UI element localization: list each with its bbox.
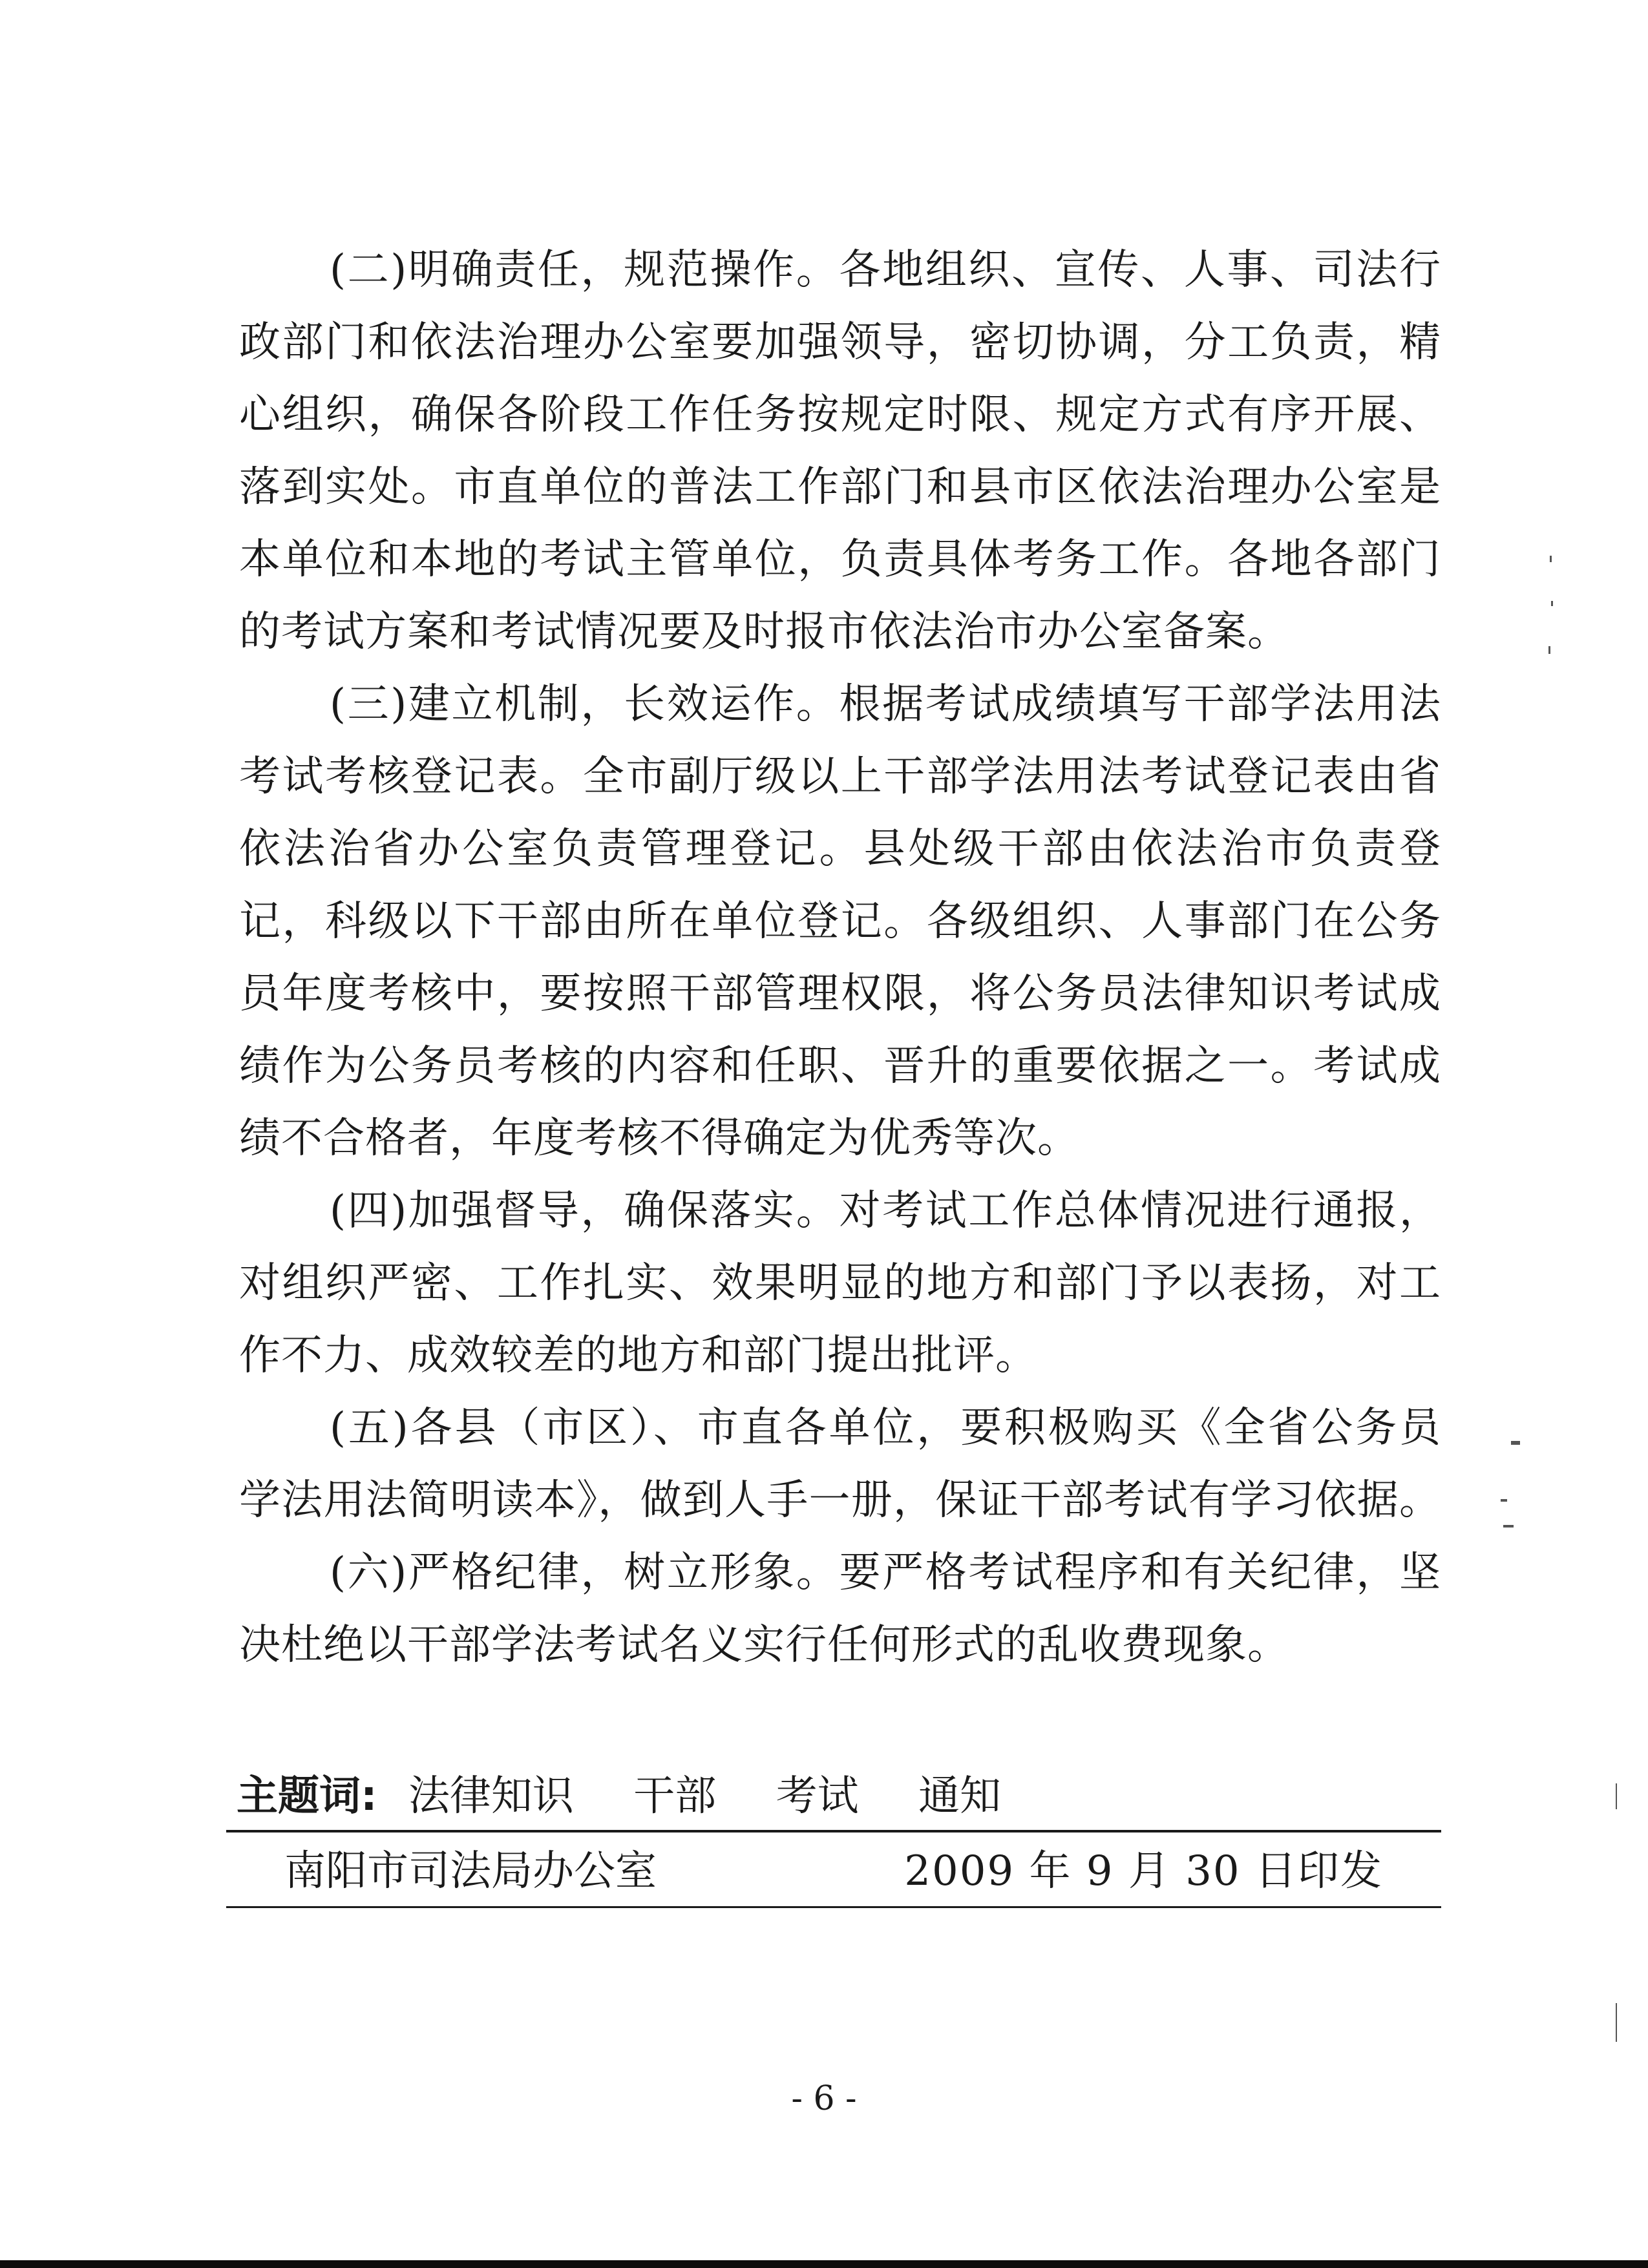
paragraph-2-line-3: 心组织，确保各阶段工作任务按规定时限、规定方式有序开展、 <box>239 391 1441 439</box>
paragraph-6-line-2: 决杜绝以干部学法考试名义实行任何形式的乱收费现象。 <box>239 1621 1289 1669</box>
body-text <box>239 234 1441 1681</box>
keyword-item: 通知 <box>918 1772 1001 1820</box>
paragraph-5-line-1: (五)各县（市区）、市直各单位，要积极购买《全省公务员 <box>330 1404 1441 1452</box>
paragraph-4-line-1: (四)加强督导，确保落实。对考试工作总体情况进行通报， <box>330 1187 1441 1235</box>
keyword-item: 干部 <box>633 1772 717 1820</box>
keyword-item: 法律知识 <box>408 1772 574 1820</box>
page-number: - 6 - <box>791 2079 857 2118</box>
paragraph-2-line-4: 落到实处。市直单位的普法工作部门和县市区依法治理办公室是 <box>239 463 1441 511</box>
keywords-label: 主题词: <box>237 1772 377 1820</box>
paragraph-5-line-2: 学法用法简明读本》，做到人手一册，保证干部考试有学习依据。 <box>239 1476 1441 1524</box>
divider-bottom <box>226 1906 1441 1908</box>
scan-speck <box>1511 1441 1520 1445</box>
paragraph-4-line-3: 作不力、成效较差的地方和部门提出批评。 <box>239 1332 1037 1380</box>
paragraph-3-line-2: 考试考核登记表。全市副厅级以上干部学法用法考试登记表由省 <box>239 753 1441 801</box>
paragraph-2-line-1: (二)明确责任，规范操作。各地组织、宣传、人事、司法行 <box>330 246 1441 294</box>
paragraph-3-line-1: (三)建立机制，长效运作。根据考试成绩填写干部学法用法 <box>330 680 1441 728</box>
paragraph-2-line-2: 政部门和依法治理办公室要加强领导，密切协调，分工负责，精 <box>239 319 1441 366</box>
paragraph-3-line-6: 绩作为公务员考核的内容和任职、晋升的重要依据之一。考试成 <box>239 1042 1441 1090</box>
paragraph-3-line-3: 依法治省办公室负责管理登记。县处级干部由依法治市负责登 <box>239 825 1441 873</box>
paragraph-2-line-6: 的考试方案和考试情况要及时报市依法治市办公室备案。 <box>239 608 1289 656</box>
paragraph-2-line-5: 本单位和本地的考试主管单位，负责具体考务工作。各地各部门 <box>239 536 1441 583</box>
keyword-item: 考试 <box>776 1772 859 1820</box>
scan-speck <box>1548 646 1550 654</box>
scan-speck <box>1503 1525 1514 1528</box>
issuer: 南阳市司法局办公室 <box>284 1847 657 1895</box>
scan-speck <box>1616 2003 1617 2042</box>
paragraph-3-line-7: 绩不合格者，年度考核不得确定为优秀等次。 <box>239 1115 1079 1162</box>
subject-keywords <box>237 1764 1445 1829</box>
divider-top <box>226 1830 1441 1832</box>
issue-line <box>284 1839 1383 1904</box>
scan-speck <box>1501 1499 1507 1502</box>
paragraph-6-line-1: (六)严格纪律，树立形象。要严格考试程序和有关纪律，坚 <box>330 1549 1441 1597</box>
issue-date: 2009 年 9 月 30 日印发 <box>904 1847 1383 1895</box>
scan-speck <box>1616 1783 1617 1809</box>
paragraph-4-line-2: 对组织严密、工作扎实、效果明显的地方和部门予以表扬，对工 <box>239 1259 1441 1307</box>
scan-bottom-edge <box>0 2260 1648 2268</box>
paragraph-3-line-4: 记，科级以下干部由所在单位登记。各级组织、人事部门在公务 <box>239 898 1441 945</box>
paragraph-3-line-5: 员年度考核中，要按照干部管理权限，将公务员法律知识考试成 <box>239 970 1441 1018</box>
scan-speck <box>1551 601 1553 606</box>
scan-speck <box>1550 556 1552 562</box>
